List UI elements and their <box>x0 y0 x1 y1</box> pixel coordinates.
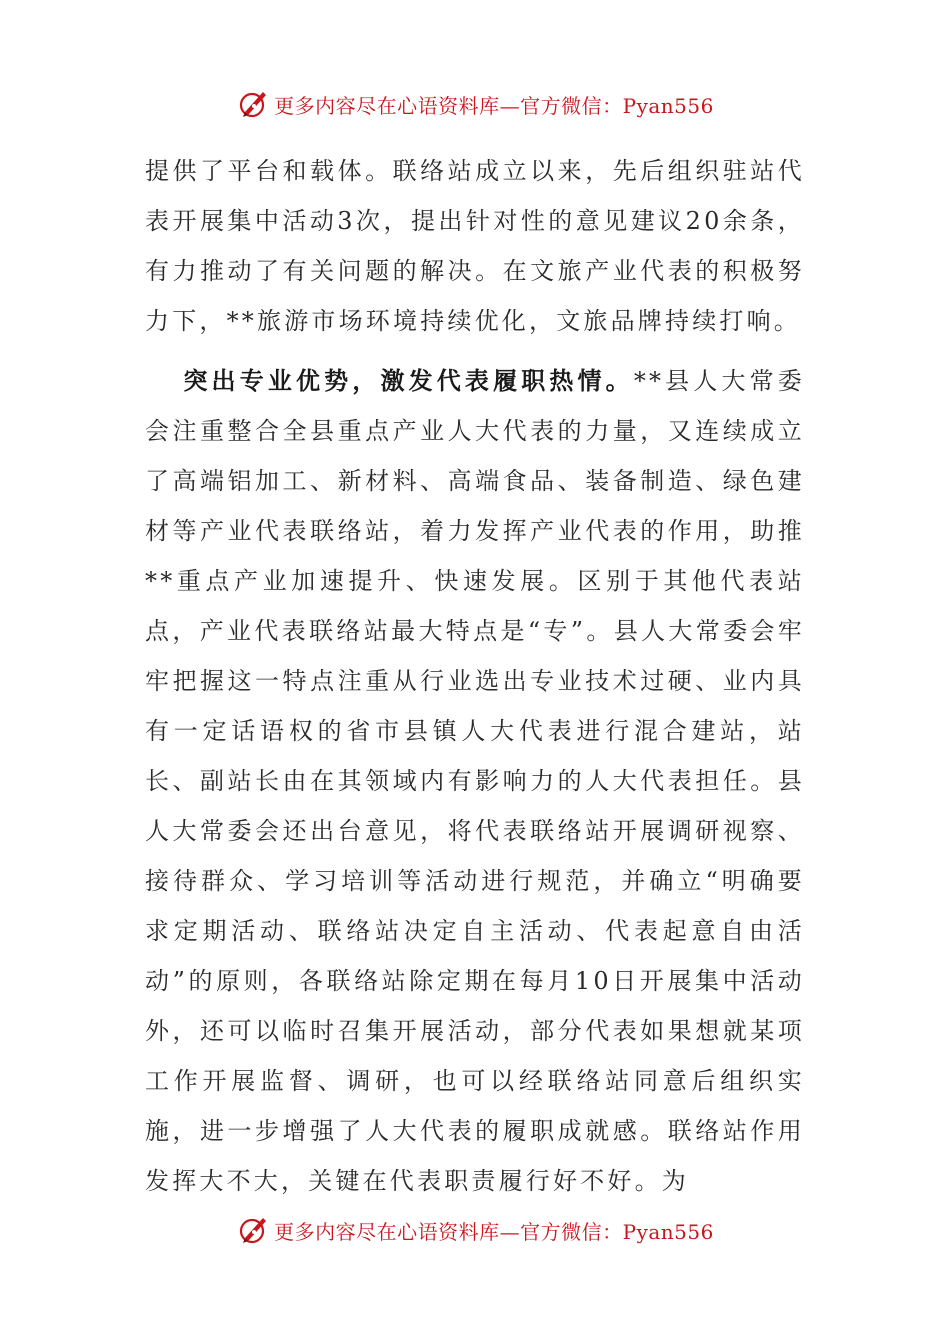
paragraph-text: 提供了平台和载体。联络站成立以来，先后组织驻站代表开展集中活动3次，提出针对性的意见建议20余条，有力推动了有关问题的解决。在文旅产业代表的积极努力下，**旅游市场环境持续优化，文旅品牌持续打响。 <box>145 157 805 335</box>
header-banner-text: 更多内容尽在心语资料库—官方微信：Pyan556 <box>274 93 714 118</box>
footer-banner-text: 更多内容尽在心语资料库—官方微信：Pyan556 <box>274 1219 714 1244</box>
header-banner <box>0 84 950 124</box>
paragraph <box>145 356 805 1206</box>
pen-circle-icon <box>236 1213 270 1247</box>
paragraph-lead-heading: 突出专业优势，激发代表履职热情。 <box>183 366 634 395</box>
pen-circle-icon <box>236 87 270 121</box>
footer-banner <box>0 1210 950 1250</box>
paragraph-text: **县人大常委会注重整合全县重点产业人大代表的力量，又连续成立了高端铝加工、新材料、高端食品、装备制造、绿色建材等产业代表联络站，着力发挥产业代表的作用，助推**重点产业加速提升、快速发展。区别于其他代表站点，产业代表联络站最大特点是“专”。县人大常委会牢牢把握这一特点注重从行业选出专业技术过硬、业内具有一定话语权的省市县镇人大代表进行混合建站，站长、副站长由在其领域内有影响力的人大代表担任。县人大常委会还出台意见，将代表联络站开展调研视察、接待群众、学习培训等活动进行规范，并确立“明确要求定期活动、联络站决定自主活动、代表起意自由活动”的原则，各联络站除定期在每月10日开展集中活动外，还可以临时召集开展活动，部分代表如果想就某项工作开展监督、调研，也可以经联络站同意后组织实施，进一步增强了人大代表的履职成就感。联络站作用发挥大不大，关键在代表职责履行好不好。为 <box>145 367 805 1195</box>
paragraph-continued <box>145 146 805 346</box>
document-body <box>145 146 805 1206</box>
